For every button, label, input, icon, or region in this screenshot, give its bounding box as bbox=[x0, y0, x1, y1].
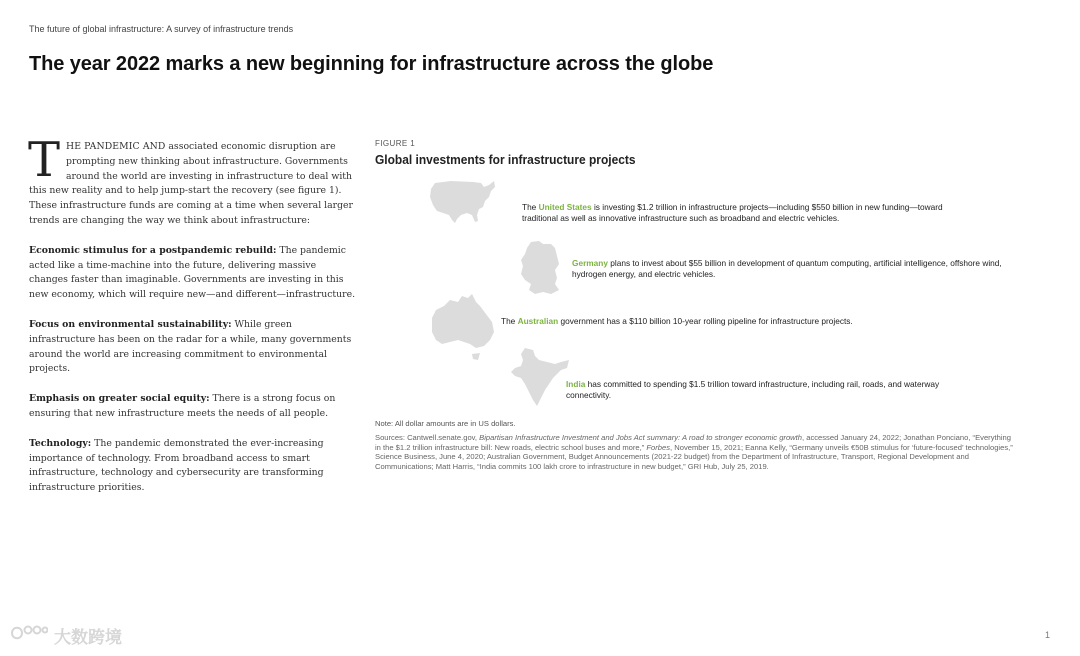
sources-italic: Bipartisan Infrastructure Investment and Jobs Act summary: A road to stronger economic growth bbox=[479, 433, 802, 442]
country-pre: The bbox=[522, 202, 539, 212]
trend-paragraph bbox=[29, 244, 356, 303]
germany-map-icon bbox=[517, 240, 563, 296]
country-text: is investing $1.2 trillion in infrastructure projects—including $550 billion in new funding—toward traditional as well as innovative infrastructure such as broadband and electric vehicles. bbox=[522, 202, 943, 223]
intro-paragraph bbox=[28, 132, 356, 229]
country-name: India bbox=[566, 379, 586, 389]
intro-text: associated economic disruption are prompting new thinking about infrastructure. Governments around the world are investing in infrastructure to deal with this new reality and to help jump-start the recovery (see figure 1). These infrastructure funds are coming at a time when several larger trends are changing the way we think about infrastructure: bbox=[29, 141, 354, 226]
india-map-icon bbox=[509, 346, 571, 408]
country-name: Australian bbox=[517, 316, 559, 326]
country-description-germany bbox=[572, 258, 1002, 279]
sources-text: Sources: Cantwell.senate.gov, bbox=[375, 433, 480, 442]
trend-lead: Focus on environmental sustainability: bbox=[29, 318, 232, 330]
trend-lead: Emphasis on greater social equity: bbox=[29, 393, 210, 405]
country-name: Germany bbox=[572, 258, 608, 268]
page-number: 1 bbox=[1044, 630, 1050, 640]
figure-label: FIGURE 1 bbox=[375, 139, 416, 148]
country-pre: The bbox=[501, 316, 518, 326]
running-head: The future of global infrastructure: A survey of infrastructure trends bbox=[29, 24, 294, 34]
watermark-logo-icon bbox=[8, 622, 48, 649]
trend-text: While green infrastructure has been on the radar for a while, many governments around the world are increasing commitment to environmental projects. bbox=[29, 318, 352, 375]
sources-text: , accessed January 24, 2022; Jonathan Ponciano, “Everything in the $1.2 trillion infrastructure bill: New roads, electric school buses and more,” bbox=[375, 433, 1011, 452]
country-description-australia bbox=[501, 316, 931, 327]
body-text bbox=[28, 132, 356, 511]
trend-paragraph bbox=[29, 437, 356, 496]
trend-lead: Economic stimulus for a postpandemic rebuild: bbox=[29, 244, 277, 256]
australia-map-icon bbox=[428, 292, 496, 364]
trend-text: There is a strong focus on ensuring that new infrastructure meets the needs of all people. bbox=[29, 393, 336, 419]
trend-lead: Technology: bbox=[29, 437, 92, 449]
figure-title: Global investments for infrastructure projects bbox=[375, 152, 636, 167]
figure-note: Note: All dollar amounts are in US dollars. bbox=[375, 419, 516, 428]
country-description-usa bbox=[522, 202, 962, 223]
watermark-text: 大数跨境 bbox=[54, 628, 122, 647]
trend-text: The pandemic demonstrated the ever-increasing importance of technology. From broadband access to smart infrastructure, technology and cybersecurity are transforming infrastructure priorities. bbox=[29, 437, 324, 494]
usa-map-icon bbox=[427, 177, 497, 233]
sources-italic: Forbes bbox=[646, 442, 671, 452]
country-text: has committed to spending $1.5 trillion toward infrastructure, including rail, roads, and waterway connectivity. bbox=[566, 379, 940, 400]
sources-text: , November 15, 2021; Eanna Kelly, “Germany unveils €50B stimulus for ‘future-focused’ technologies,” Science Business, June 4, 2020; Australian Government, Budget Announcements (2021-22 budget) from the Department of Infrastructure, Transport, Regional Development and Communications; Matt Harris, “India commits 100 lakh crore to infrastructure in new budget,” GRI Hub, July 25, 2019. bbox=[375, 442, 1013, 471]
intro-smallcaps: HE PANDEMIC AND bbox=[66, 141, 166, 152]
trend-text: The pandemic acted like a time-machine into the future, delivering massive changes faster than imaginable. Governments are investing in this new economy, which will require new—and different—infrastructure. bbox=[29, 244, 356, 301]
watermark bbox=[8, 622, 122, 649]
country-text: government has a $110 billion 10-year rolling pipeline for infrastructure projects. bbox=[558, 316, 853, 326]
country-name: United States bbox=[538, 202, 592, 212]
drop-cap: T bbox=[28, 132, 61, 188]
trend-paragraph bbox=[29, 392, 356, 422]
figure-sources bbox=[375, 433, 1015, 471]
trend-paragraph bbox=[29, 318, 356, 377]
country-description-india bbox=[566, 379, 966, 400]
page-title: The year 2022 marks a new beginning for infrastructure across the globe bbox=[29, 53, 714, 75]
country-text: plans to invest about $55 billion in development of quantum computing, artificial intelligence, offshore wind, hydrogen energy, and electric vehicles. bbox=[572, 258, 1002, 279]
